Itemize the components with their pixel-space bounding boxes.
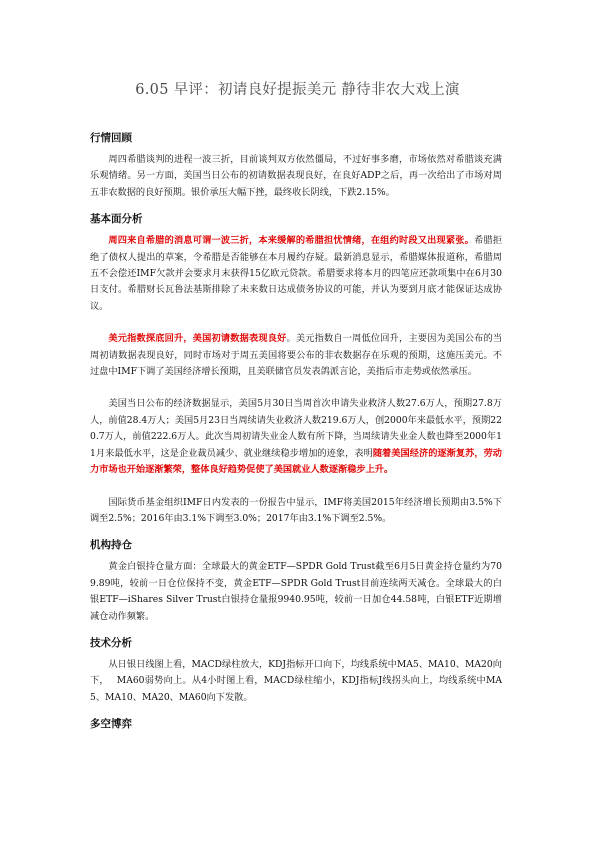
fundamental-paragraph-2 (90, 331, 502, 380)
section-technical-analysis (90, 635, 502, 706)
section-heading-bullbear: 多空博弈 (90, 718, 132, 731)
highlight-greece-news: 周四来自希腊的消息可谓一波三折，本来缓解的希腊担忧情绪，在组约时段又出现紧张。 (108, 235, 475, 247)
section-heading-holdings: 机构持仓 (90, 539, 132, 552)
section-bull-bear (90, 716, 502, 732)
fundamental-paragraph-1 (90, 233, 502, 315)
section-fundamental-analysis (90, 211, 502, 527)
document-body (90, 130, 502, 732)
holdings-paragraph: 黄金白银持仓量方面：全球最大的黄金ETF—SPDR Gold Trust截至6月5日黄金持仓量约为709.89吨，较前一日仓位保持不变，黄金ETF—SPDR Gold Trust目前连续两天减仓。全球最大的白银ETF—iShares Silver Trust白银持仓量报9940.95吨，较前一日加仓44.58吨，白银ETF近期增减仓动作频繁。 (90, 561, 502, 622)
fundamental-paragraph-3-text: 美国当日公布的经济数据显示，美国5月30日当周首次申请失业救济人数27.6万人，预期27.8万人，前值28.4万人；美国5月23日当周续请失业救济人数219.6万人，创2000年来最低水平，预期220.7万人，前值222.6万人。此次当周初请失业金人数有所下降，当周续请失业金人数也降至2000年11月来最低水平，这是企业裁员减少、就业继续稳步增加的迹象，表明 (90, 398, 502, 459)
highlight-usd-index: 美元指数探底回升，美国初请数据表现良好 (108, 333, 287, 345)
fundamental-paragraph-4: 国际货币基金组织IMF日内发表的一份报告中显示，IMF将美国2015年经济增长预期由3.5%下调至2.5%；2016年由3.1%下调至3.0%；2017年由3.1%下调至2.5%。 (90, 496, 502, 524)
fundamental-paragraph-1-text: 希腊拒绝了债权人提出的草案，令希腊是否能够在本月履约存疑。最新消息显示，希腊媒体报道称，希腊周五不会偿还IMF欠款并会要求月末获得15亿欧元贷款。希腊要求将本月的四笔应还款项集中在6月30日支付。希腊财长瓦鲁法基斯排除了未来数日达成债务协议的可能，并认为要到月底才能保证达成协议。 (90, 235, 503, 312)
section-heading-review: 行情回顾 (90, 132, 132, 144)
section-institutional-holdings (90, 537, 502, 625)
fundamental-paragraph-2-text: 。美元指数自一周低位回升，主要因为美国公布的当周初请数据表现良好，同时市场对于周五美国将要公布的非农数据存在乐观的预期，这施压美元。不过盘中IMF下调了美国经济增长预期，且美联储官员发表鸽派言论，美指后市走势或依然承压。 (90, 333, 503, 378)
review-paragraph: 周四希腊谈判的进程一波三折，目前谈判双方依然僵局，不过好事多磨，市场依然对希腊谈充满乐观情绪。另一方面，美国当日公布的初请数据表现良好，在良好ADP之后，再一次给出了市场对周五非农数据的良好预期。银价承压大幅下挫，最终收长阴线，下跌2.15%。 (90, 154, 502, 198)
technical-paragraph: 从日银日线图上看，MACD绿柱放大，KDJ指标开口向下，均线系统中MA5、MA10、MA20向下， MA60弱势向上。从4小时图上看，MACD绿柱缩小，KDJ指标J线拐头向上，均线系统中MA5、MA10、MA20、MA60向下发散。 (90, 658, 502, 703)
section-market-review (90, 130, 502, 201)
page-title: 6.05 早评：初请良好提振美元 静待非农大戏上演 (135, 82, 460, 98)
section-heading-technical: 技术分析 (90, 636, 132, 649)
fundamental-paragraph-3 (90, 396, 502, 478)
section-heading-fundamental: 基本面分析 (90, 213, 143, 226)
highlight-us-recovery: 随着美国经济的逐渐复苏，劳动力市场也开始逐渐繁荣，整体良好趋势促使了美国就业人数逐渐稳步上升。 (90, 447, 502, 476)
